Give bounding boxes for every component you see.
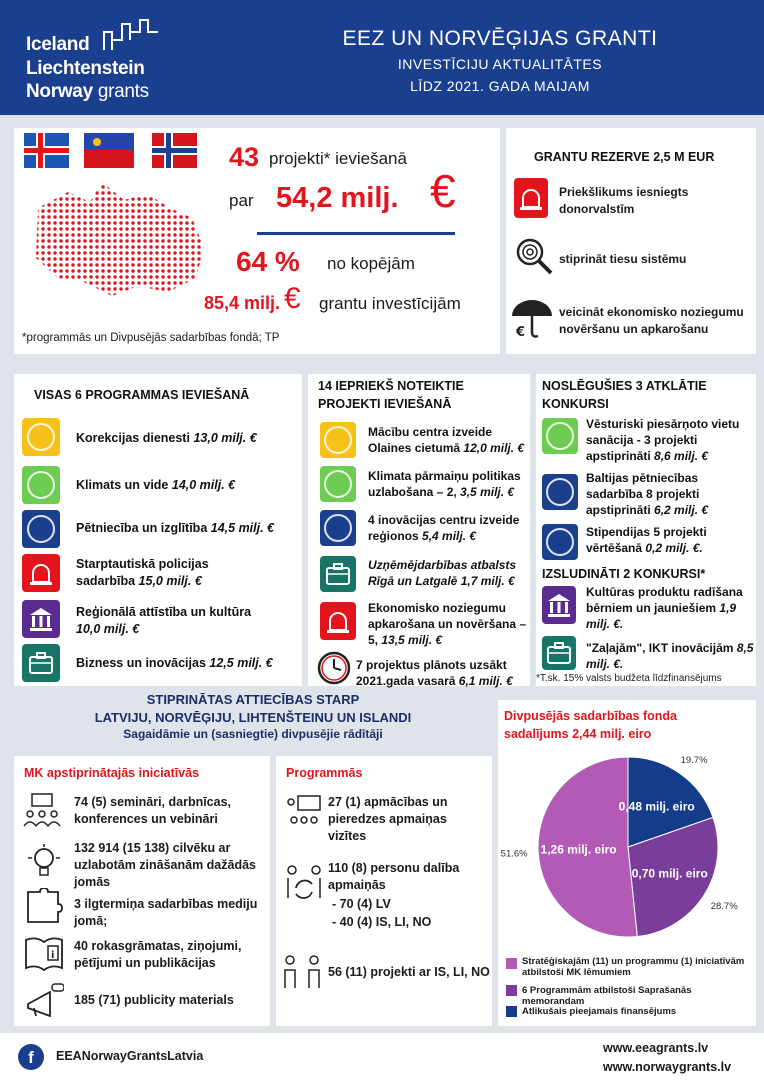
footer: [0, 1033, 764, 1080]
siren-icon: [514, 178, 548, 218]
predefined-card: [308, 374, 530, 689]
mk-card: [14, 756, 270, 1026]
briefcase-icon: [320, 556, 356, 592]
mk-item-1: 74 (5) semināri, darbnīcas, konferences un vebināri: [74, 795, 232, 826]
legend-swatch-2: [506, 985, 517, 996]
open-calls-title: NOSLĒGUŠIES 3 ATKLĀTIE KONKURSI: [542, 379, 707, 411]
museum-icon: [542, 586, 576, 624]
graduation-cap-icon: [542, 474, 578, 510]
prog-relations-card: [276, 756, 492, 1026]
legend-item-3: Atlikušais pieejamais finansējums: [522, 1006, 677, 1017]
reserve-item-2: stiprināt tiesu sistēmu: [559, 252, 687, 266]
programme-item-3: Pētniecība un izglītība 14,5 milj. €: [76, 521, 274, 535]
projects-amount: 54,2 milj.: [276, 182, 399, 214]
graduation-cap-icon: [320, 510, 356, 546]
page-subtitle-2: LĪDZ 2021. GADA MAIJAM: [410, 78, 590, 94]
predefined-item-4: Uzņēmējdarbības atbalsts Rīgā un Latgalē 1,7 milj. €: [368, 558, 517, 589]
announced-2: "Zaļajām", IKT inovācijām 8,5 milj. €.: [586, 641, 754, 672]
pie-chart: [498, 700, 756, 950]
siren-icon: [22, 554, 60, 592]
police-cap-icon: [320, 422, 356, 458]
mk-item-3: 3 ilgtermiņa sadarbības mediju jomā;: [74, 897, 258, 928]
total-text: grantu investīcijām: [319, 294, 461, 313]
museum-icon: [22, 600, 60, 638]
mk-item-2: 132 914 (15 138) cilvēku ar uzlabotām zināšanām dažādās jomās: [74, 841, 257, 889]
siren-icon: [320, 602, 356, 640]
clock-icon: [316, 650, 352, 686]
open-call-2: Baltijas pētniecības sadarbība 8 projekti apstiprināti 6,2 milj. €: [586, 471, 709, 518]
latvia-map-icon: [28, 178, 208, 298]
predefined-item-5: Ekonomisko noziegumu apkarošana un novēršana – 5, 13,5 milj. €: [368, 601, 527, 648]
mk-item-4: 40 rokasgrāmatas, ziņojumi, pētījumi un publikācijas: [74, 939, 242, 970]
legend-item-2: 6 Programmām atbilstoši Saprašanās memorandam: [522, 985, 692, 1008]
relations-heading: [14, 692, 492, 741]
prog-item-2-sub-1: - 70 (4) LV: [332, 897, 391, 911]
svg-text:€: €: [516, 325, 526, 340]
total-amount: 85,4 milj.: [204, 293, 281, 313]
projects-count: 43: [229, 142, 260, 172]
norway-flag-icon: [152, 133, 197, 168]
fingerprint-magnifier-icon: [514, 236, 554, 276]
umbrella-euro-icon: [510, 298, 554, 340]
programme-item-5: Reģionālā attīstība un kultūra 10,0 milj. €: [76, 605, 252, 636]
open-call-1: Vēsturiski piesārņoto vietu sanācija - 3 projekti apstiprināti 8,6 milj. €: [586, 417, 740, 464]
header: [0, 0, 764, 115]
megaphone-icon: [24, 982, 64, 1018]
mk-title: MK apstiprinātajās iniciatīvās: [24, 766, 200, 780]
programmes-card: [14, 374, 302, 686]
pie-percent-1: 51.6%: [500, 848, 528, 860]
divider: [257, 232, 455, 235]
url-eeagrants[interactable]: www.eeagrants.lv: [603, 1041, 709, 1055]
pie-percent-3: 19.7%: [680, 754, 708, 766]
relations-title-2: LATVIJU, NORVĒĢIJU, LIHTENŠTEINU UN ISLANDI: [94, 710, 412, 725]
programme-item-1: Korekcijas dienesti 13,0 milj. €: [76, 431, 257, 445]
legend-swatch-3: [506, 1006, 517, 1017]
grants-logo-icon: [102, 18, 162, 52]
facebook-icon[interactable]: f: [18, 1044, 44, 1070]
pie-label-1: 1,26 milj. eiro: [540, 842, 617, 857]
legend-item-1: Stratēģiskajām (11) un programmu (1) iniciatīvām atbilstoši MK lēmumiem: [522, 956, 745, 979]
page-title: EEZ UN NORVĒĢIJAS GRANTI: [342, 27, 658, 50]
mk-item-5: 185 (71) publicity materials: [74, 993, 234, 1007]
svg-text:i: i: [51, 950, 55, 961]
relations-title-1: STIPRINĀTAS ATTIECĪBAS STARP: [146, 692, 360, 707]
reserve-item-3: veicināt ekonomisko noziegumu novēršanu un apkarošanu: [559, 305, 744, 336]
url-norwaygrants[interactable]: www.norwaygrants.lv: [603, 1060, 732, 1074]
relations-subtitle: Sagaidāmie un (sasniegtie) divpusējie rādītāji: [123, 727, 383, 741]
programme-item-2: Klimats un vide 14,0 milj. €: [76, 478, 236, 492]
programme-item-4: Starptautiskā policijas sadarbība 15,0 milj. €: [76, 557, 209, 588]
open-calls-card: [536, 374, 756, 686]
pie-chart-card: [498, 700, 756, 1026]
people-icon: [282, 954, 322, 990]
puzzle-icon: [24, 888, 64, 924]
police-cap-icon: [22, 418, 60, 456]
programmes-title: VISAS 6 PROGRAMMAS IEVIEŠANĀ: [34, 388, 250, 402]
projects-text: projekti* ieviešanā: [269, 149, 407, 168]
exchange-icon: [284, 864, 324, 900]
prog-item-1: 27 (1) apmācības un pieredzes apmaiņas vizītes: [328, 795, 448, 843]
globe-icon: [22, 466, 60, 504]
seminar-icon: [22, 792, 62, 828]
lightbulb-icon: [24, 844, 64, 880]
open-call-3: Stipendijas 5 projekti vērtēšanā 0,2 milj. €.: [586, 525, 707, 556]
announced-1: Kultūras produktu radīšana bērniem un jauniešiem 1,9 milj. €.: [586, 585, 743, 632]
book-info-icon: [24, 936, 64, 972]
predefined-item-2: Klimata pārmaiņu politikas uzlabošana – 2, 3,5 milj. €: [368, 469, 521, 500]
logo-liechtenstein: Liechtenstein: [26, 58, 145, 79]
globe-icon: [320, 466, 356, 502]
predefined-title: 14 IEPRIEKŠ NOTEIKTIE PROJEKTI IEVIEŠANĀ: [318, 379, 464, 411]
graduation-cap-icon: [542, 524, 578, 560]
par-text: par: [229, 191, 254, 210]
facebook-link[interactable]: EEANorwayGrantsLatvia: [56, 1049, 204, 1063]
percent-text: no kopējām: [327, 254, 415, 273]
prog-item-3: 56 (11) projekti ar IS, LI, NO: [328, 965, 490, 979]
open-calls-footnote: *T.sk. 15% valsts budžeta līdzfinansējums: [536, 673, 722, 684]
pie-label-3: 0,48 milj. eiro: [618, 799, 695, 814]
chart-title: Divpusējās sadarbības fonda sadalījums 2,44 milj. eiro: [504, 709, 677, 741]
graduation-cap-icon: [22, 510, 60, 548]
programme-item-6: Bizness un inovācijas 12,5 milj. €: [76, 656, 273, 670]
euro-icon: €: [430, 165, 456, 217]
briefcase-icon: [22, 644, 60, 682]
announced-title: IZSLUDINĀTI 2 KONKURSI*: [542, 567, 706, 581]
prog-title: Programmās: [286, 766, 363, 780]
liechtenstein-flag-icon: [84, 133, 134, 168]
reserve-card: [506, 128, 756, 354]
reserve-title: GRANTU REZERVE 2,5 M EUR: [534, 150, 715, 164]
globe-icon: [542, 418, 578, 454]
predefined-item-1: Mācību centra izveide Olaines cietumā 12,0 milj. €: [368, 425, 525, 456]
legend-swatch-1: [506, 958, 517, 969]
logo-norway-grants: Norway grants: [26, 81, 149, 102]
summary-card: [14, 128, 500, 354]
page-subtitle-1: INVESTĪCIJU AKTUALITĀTES: [397, 56, 603, 72]
presentation-icon: [284, 794, 324, 830]
pie-percent-2: 28.7%: [710, 900, 738, 912]
prog-item-2: 110 (8) personu dalība apmaiņās: [328, 861, 460, 892]
summary-footnote: *programmās un Divpusējās sadarbības fondā; TP: [22, 332, 280, 344]
prog-item-2-sub-2: - 40 (4) IS, LI, NO: [332, 915, 432, 929]
predefined-item-3: 4 inovācijas centru izveide reģionos 5,4 milj. €: [368, 513, 520, 544]
logo-iceland: Iceland: [26, 34, 90, 55]
iceland-flag-icon: [24, 133, 69, 168]
predefined-item-6: 7 projektus plānots uzsākt 2021.gada vasarā 6,1 milj. €: [356, 658, 513, 689]
euro-icon-small: €: [284, 282, 301, 315]
pie-label-2: 0,70 milj. eiro: [631, 866, 708, 881]
reserve-item-1: Priekšlikums iesniegts donorvalstīm: [559, 185, 689, 216]
percent-value: 64 %: [236, 246, 300, 277]
briefcase-icon: [542, 636, 576, 670]
